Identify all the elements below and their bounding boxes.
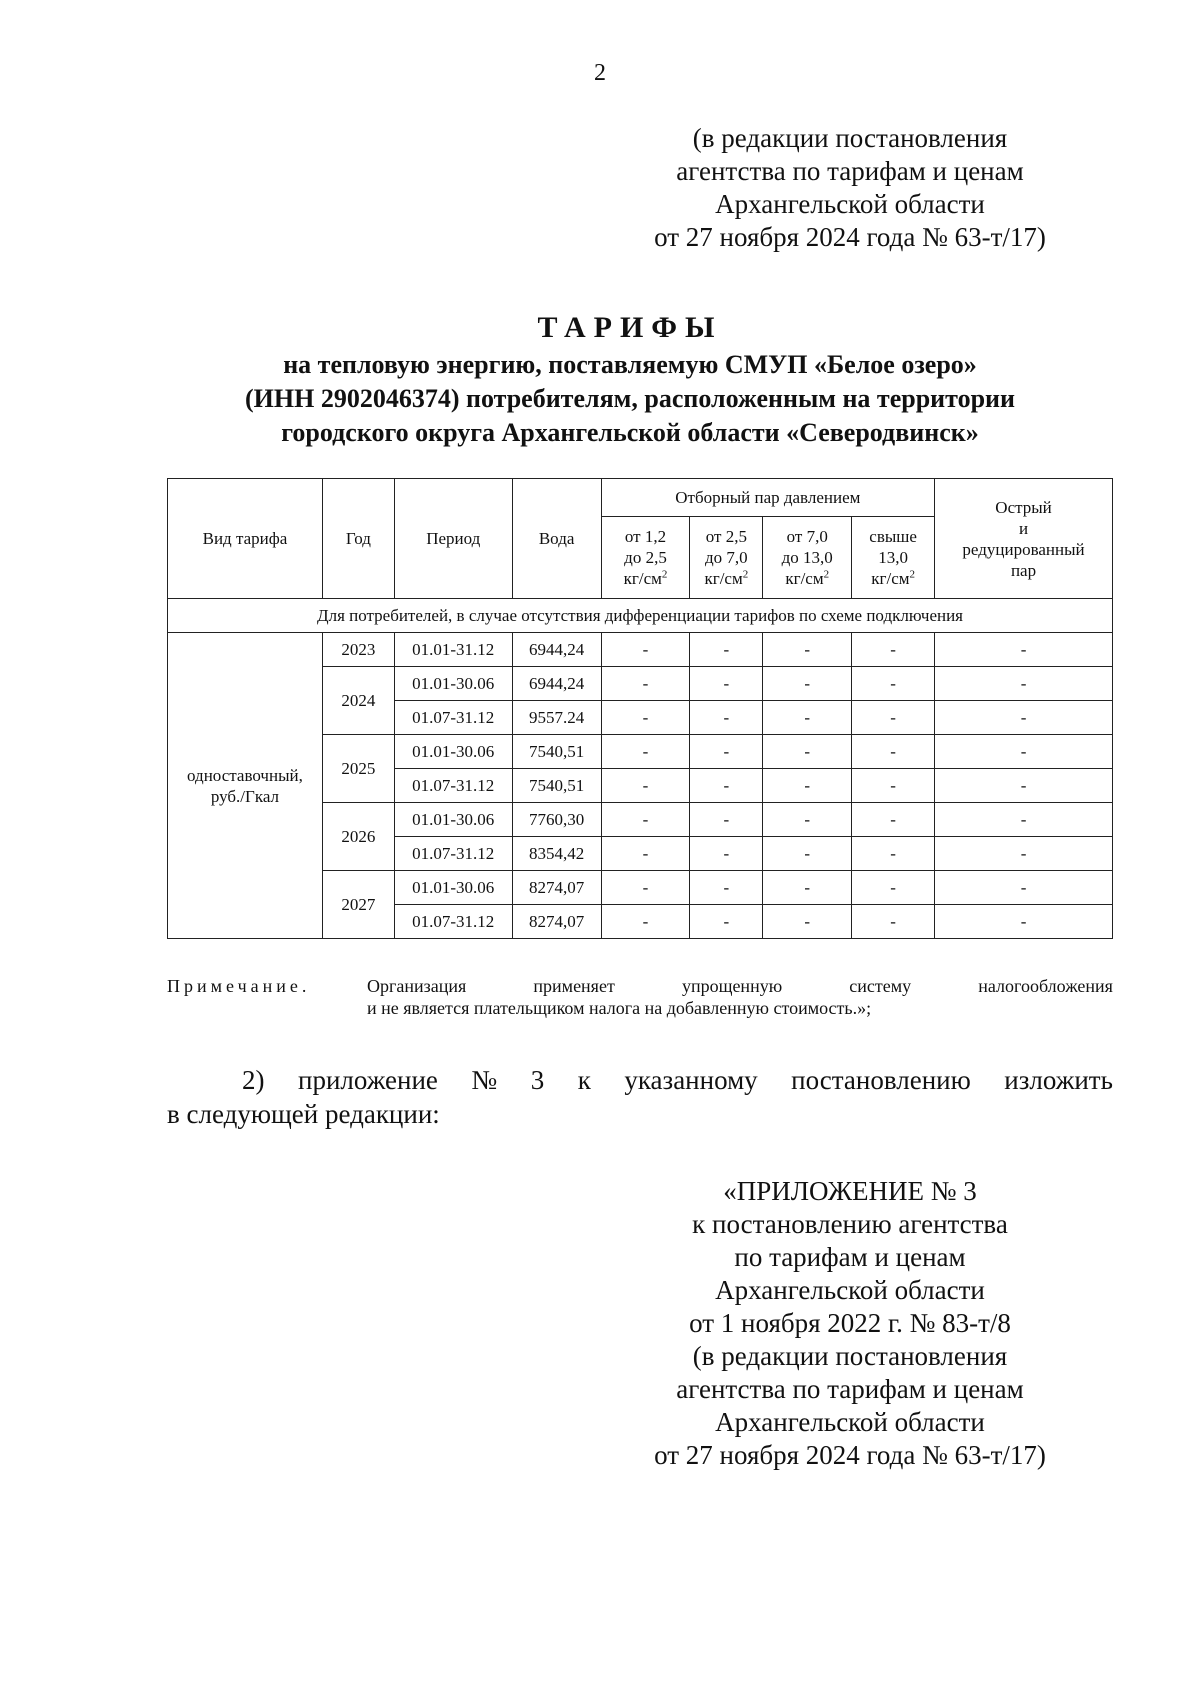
dash-cell: - xyxy=(601,905,690,939)
water-cell: 6944,24 xyxy=(512,667,601,701)
range-line: от 7,0 xyxy=(786,527,828,546)
period-cell: 01.01-30.06 xyxy=(394,667,512,701)
note-label: Примечание. xyxy=(167,976,311,996)
table-span-row xyxy=(168,599,1113,633)
title-main: ТАРИФЫ xyxy=(537,311,723,344)
range-line: до 13,0 xyxy=(781,548,833,567)
header-tariff-type: Вид тарифа xyxy=(168,479,323,599)
dash-cell: - xyxy=(852,667,935,701)
tariff-type-line: одноставочный, xyxy=(187,765,303,785)
dash-cell: - xyxy=(935,905,1113,939)
period-cell: 01.01-30.06 xyxy=(394,803,512,837)
dash-cell: - xyxy=(601,837,690,871)
dash-cell: - xyxy=(601,701,690,735)
title-line: городского округа Архангельской области «Северодвинск» xyxy=(281,418,979,447)
top-stamp-line: (в редакции постановления xyxy=(692,123,1008,153)
range-unit xyxy=(693,568,759,589)
paragraph-line: в следующей редакции: xyxy=(167,1099,440,1129)
dash-cell: - xyxy=(852,735,935,769)
range-line: до 2,5 xyxy=(624,548,667,567)
header-water: Вода xyxy=(512,479,601,599)
dash-cell: - xyxy=(852,837,935,871)
dash-cell: - xyxy=(763,905,852,939)
paragraph-word: № xyxy=(471,1065,498,1095)
paragraph-word: 3 xyxy=(530,1065,545,1095)
unit-text: кг/см xyxy=(785,569,824,588)
range-unit xyxy=(766,568,848,589)
water-cell: 9557.24 xyxy=(512,701,601,735)
header-sharp-line: редуцированный xyxy=(962,539,1085,559)
dash-cell: - xyxy=(690,735,763,769)
note-word: налогообложения xyxy=(978,976,1113,996)
year-cell: 2027 xyxy=(322,871,394,939)
bottom-stamp-line: от 27 ноября 2024 года № 63-т/17) xyxy=(654,1440,1046,1470)
dash-cell: - xyxy=(935,871,1113,905)
table-row xyxy=(168,633,1113,667)
note-word: применяет xyxy=(533,976,615,996)
paragraph-word: приложение xyxy=(298,1065,438,1095)
range-unit xyxy=(605,568,687,589)
dash-cell: - xyxy=(601,871,690,905)
dash-cell: - xyxy=(852,871,935,905)
dash-cell: - xyxy=(852,701,935,735)
note-line xyxy=(367,975,1113,997)
dash-cell: - xyxy=(601,667,690,701)
dash-cell: - xyxy=(935,735,1113,769)
header-sharp-line: Острый xyxy=(995,497,1052,517)
dash-cell: - xyxy=(935,803,1113,837)
header-steam-range xyxy=(601,517,690,599)
note-word: Организация xyxy=(367,976,467,996)
page-number: 2 xyxy=(594,60,606,86)
period-cell: 01.01-31.12 xyxy=(394,633,512,667)
water-cell: 8274,07 xyxy=(512,905,601,939)
bottom-stamp-line: от 1 ноября 2022 г. № 83-т/8 xyxy=(689,1308,1011,1338)
header-sharp-line: пар xyxy=(1010,560,1037,580)
dash-cell: - xyxy=(690,905,763,939)
dash-cell: - xyxy=(690,769,763,803)
document-title xyxy=(140,308,1120,450)
dash-cell: - xyxy=(852,905,935,939)
bottom-stamp-line: к постановлению агентства xyxy=(692,1209,1008,1239)
range-line: от 2,5 xyxy=(705,527,747,546)
note-word: упрощенную xyxy=(681,976,783,996)
dash-cell: - xyxy=(852,633,935,667)
water-cell: 8354,42 xyxy=(512,837,601,871)
dash-cell: - xyxy=(935,667,1113,701)
year-cell: 2026 xyxy=(322,803,394,871)
dash-cell: - xyxy=(690,701,763,735)
bottom-stamp xyxy=(600,1175,1100,1472)
title-line: (ИНН 2902046374) потребителям, расположенным на территории xyxy=(244,384,1015,413)
range-unit xyxy=(855,568,931,589)
period-cell: 01.07-31.12 xyxy=(394,837,512,871)
bottom-stamp-line: агентства по тарифам и ценам xyxy=(676,1374,1024,1404)
range-line: свыше xyxy=(869,527,917,546)
range-line: от 1,2 xyxy=(624,527,667,546)
header-year: Год xyxy=(322,479,394,599)
top-stamp-line: Архангельской области xyxy=(715,189,985,219)
header-steam-range xyxy=(852,517,935,599)
dash-cell: - xyxy=(763,701,852,735)
water-cell: 6944,24 xyxy=(512,633,601,667)
span-row-text: Для потребителей, в случае отсутствия дифференциации тарифов по схеме подключения xyxy=(168,599,1113,633)
note-word: систему xyxy=(849,976,912,996)
title-line: на тепловую энергию, поставляемую СМУП «Белое озеро» xyxy=(283,350,977,379)
paragraph-word: постановлению xyxy=(791,1065,971,1095)
paragraph-line xyxy=(167,1063,1113,1097)
unit-sup: 2 xyxy=(742,568,749,581)
header-period: Период xyxy=(394,479,512,599)
header-sharp-line: и xyxy=(1018,518,1029,538)
note-line: и не является плательщиком налога на добавленную стоимость.»; xyxy=(367,998,872,1018)
dash-cell: - xyxy=(763,769,852,803)
bottom-stamp-line: по тарифам и ценам xyxy=(734,1242,966,1272)
note-body xyxy=(367,975,1113,1019)
dash-cell: - xyxy=(935,701,1113,735)
tariff-type-line: руб./Гкал xyxy=(210,786,280,806)
dash-cell: - xyxy=(601,735,690,769)
unit-text: кг/см xyxy=(623,569,662,588)
tariff-type-cell xyxy=(168,633,323,939)
dash-cell: - xyxy=(935,837,1113,871)
table-header-row xyxy=(168,479,1113,517)
header-steam-group: Отборный пар давлением xyxy=(601,479,935,517)
dash-cell: - xyxy=(763,735,852,769)
range-line: 13,0 xyxy=(878,548,908,567)
tariffs-table xyxy=(167,478,1113,939)
top-stamp-line: от 27 ноября 2024 года № 63-т/17) xyxy=(654,222,1046,252)
period-cell: 01.01-30.06 xyxy=(394,735,512,769)
dash-cell: - xyxy=(763,837,852,871)
unit-text: кг/см xyxy=(871,569,910,588)
period-cell: 01.07-31.12 xyxy=(394,769,512,803)
dash-cell: - xyxy=(763,633,852,667)
paragraph-word: изложить xyxy=(1004,1065,1113,1095)
dash-cell: - xyxy=(690,667,763,701)
dash-cell: - xyxy=(852,803,935,837)
unit-sup: 2 xyxy=(823,568,830,581)
year-cell: 2023 xyxy=(322,633,394,667)
top-stamp xyxy=(600,122,1100,254)
unit-text: кг/см xyxy=(704,569,743,588)
unit-sup: 2 xyxy=(909,568,915,581)
dash-cell: - xyxy=(763,803,852,837)
year-cell: 2024 xyxy=(322,667,394,735)
dash-cell: - xyxy=(690,871,763,905)
period-cell: 01.07-31.12 xyxy=(394,905,512,939)
dash-cell: - xyxy=(935,633,1113,667)
bottom-stamp-line: «ПРИЛОЖЕНИЕ № 3 xyxy=(723,1176,977,1206)
dash-cell: - xyxy=(763,667,852,701)
dash-cell: - xyxy=(690,837,763,871)
paragraph-word: к xyxy=(577,1065,591,1095)
dash-cell: - xyxy=(935,769,1113,803)
water-cell: 7540,51 xyxy=(512,735,601,769)
period-cell: 01.07-31.12 xyxy=(394,701,512,735)
paragraph xyxy=(167,1063,1113,1131)
dash-cell: - xyxy=(763,871,852,905)
header-sharp-steam xyxy=(935,479,1113,599)
bottom-stamp-line: (в редакции постановления xyxy=(692,1341,1008,1371)
dash-cell: - xyxy=(690,803,763,837)
year-cell: 2025 xyxy=(322,735,394,803)
water-cell: 7540,51 xyxy=(512,769,601,803)
unit-sup: 2 xyxy=(661,568,668,581)
bottom-stamp-line: Архангельской области xyxy=(715,1407,985,1437)
header-steam-range xyxy=(690,517,763,599)
dash-cell: - xyxy=(601,633,690,667)
paragraph-word: указанному xyxy=(624,1065,758,1095)
water-cell: 7760,30 xyxy=(512,803,601,837)
bottom-stamp-line: Архангельской области xyxy=(715,1275,985,1305)
header-steam-range xyxy=(763,517,852,599)
dash-cell: - xyxy=(601,769,690,803)
period-cell: 01.01-30.06 xyxy=(394,871,512,905)
paragraph-word: 2) xyxy=(242,1065,265,1095)
dash-cell: - xyxy=(601,803,690,837)
dash-cell: - xyxy=(852,769,935,803)
water-cell: 8274,07 xyxy=(512,871,601,905)
dash-cell: - xyxy=(690,633,763,667)
top-stamp-line: агентства по тарифам и ценам xyxy=(676,156,1024,186)
range-line: до 7,0 xyxy=(705,548,748,567)
